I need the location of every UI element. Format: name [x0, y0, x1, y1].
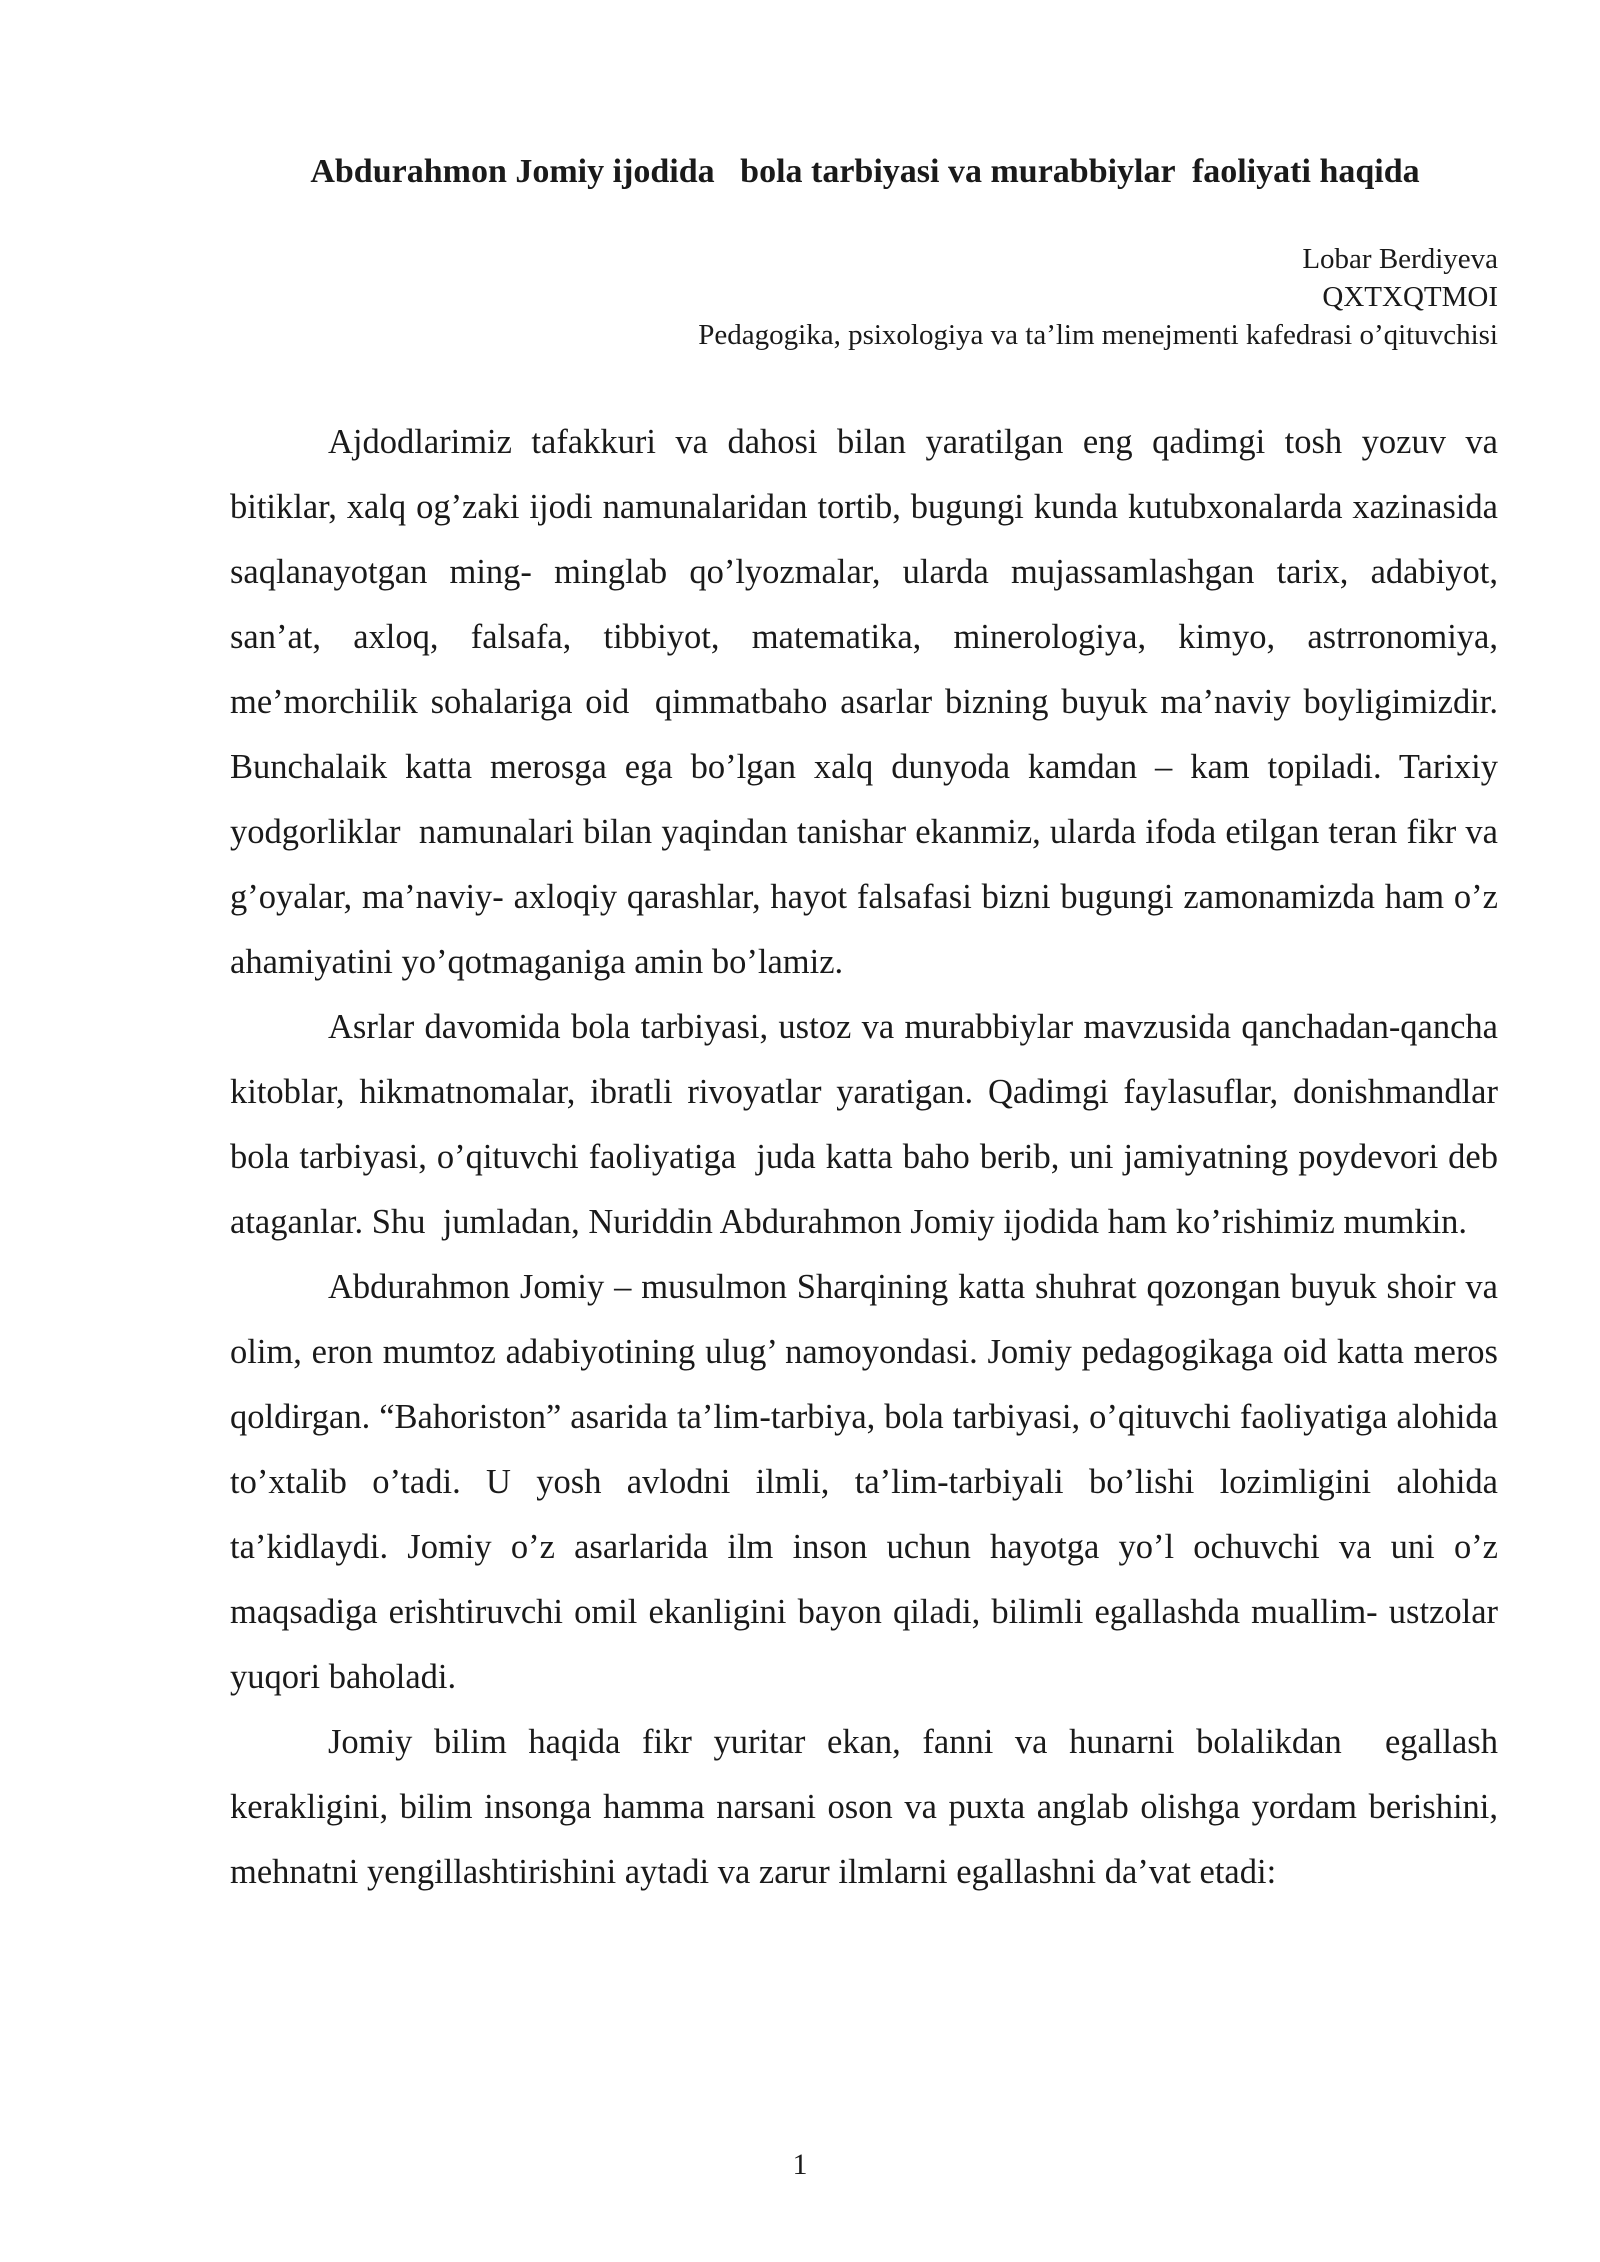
author-position: Pedagogika, psixologiya va ta’lim menejmenti kafedrasi o’qituvchisi — [698, 319, 1498, 351]
paragraph-1: Ajdodlarimiz tafakkuri va dahosi bilan yaratilgan eng qadimgi tosh yozuv va bitiklar, xalq og’zaki ijodi namunalaridan tortib, bugungi kunda kutubxonalarda xazinasida saqlanayotgan ming- minglab qo’lyozmalar, ularda mujassamlashgan tarix, adabiyot, san’at, axloq, falsafa, tibbiyot, matematika, minerologiya, kimyo, astrronomiya, me’morchilik sohalariga oid qimmatbaho asarlar bizning buyuk ma’naviy boyligimizdir. Bunchalaik katta merosga ega bo’lgan xalq dunyoda kamdan – kam topiladi. Tarixiy yodgorliklar namunalari bilan yaqindan tanishar ekanmiz, ularda ifoda etilgan teran fikr va g’oyalar, ma’naviy- axloqiy qarashlar, hayot falsafasi bizni bugungi zamonamizda ham o’z ahamiyatini yo’qotmaganiga amin bo’lamiz. — [230, 423, 1516, 981]
paragraph-3: Abdurahmon Jomiy – musulmon Sharqining katta shuhrat qozongan buyuk shoir va olim, eron mumtoz adabiyotining ulug’ namoyondasi. Jomiy pedagogikaga oid katta meros qoldirgan. “Bahoriston” asarida ta’lim-tarbiya, bola tarbiyasi, o’qituvchi faoliyatiga alohida to’xtalib o’tadi. U yosh avlodni ilmli, ta’lim-tarbiyali bo’lishi lozimligini alohida ta’kidlaydi. Jomiy o’z asarlarida ilm inson uchun hayotga yo’l ochuvchi va uni o’z maqsadiga erishtiruvchi omil ekanligini bayon qiladi, bilimli egallashda muallim- ustzolar yuqori baholadi. — [230, 1268, 1507, 1696]
article-body — [230, 410, 1516, 1905]
author-institution: QXTXQTMOI — [1322, 281, 1498, 313]
author-name: Lobar Berdiyeva — [1302, 243, 1498, 275]
paragraph-2: Asrlar davomida bola tarbiyasi, ustoz va murabbiylar mavzusida qanchadan-qancha kitoblar, hikmatnomalar, ibratli rivoyatlar yaratigan. Qadimgi faylasuflar, donishmandlar bola tarbiyasi, o’qituvchi faoliyatiga juda katta baho berib, uni jamiyatning poydevori deb ataganlar. Shu jumladan, Nuriddin Abdurahmon Jomiy ijodida ham ko’rishimiz mumkin. — [230, 1008, 1507, 1241]
paragraph-4: Jomiy bilim haqida fikr yuritar ekan, fanni va hunarni bolalikdan egallash kerakligini, bilim insonga hamma narsani oson va puxta anglab olishga yordam berishini, mehnatni yengillashtirishini aytadi va zarur ilmlarni egallashni da’vat etadi: — [230, 1723, 1507, 1891]
document-title: Abdurahmon Jomiy ijodida bola tarbiyasi va murabbiylar faoliyati haqida — [310, 153, 1420, 190]
page-number: 1 — [792, 2148, 808, 2181]
author-block — [398, 240, 1498, 354]
